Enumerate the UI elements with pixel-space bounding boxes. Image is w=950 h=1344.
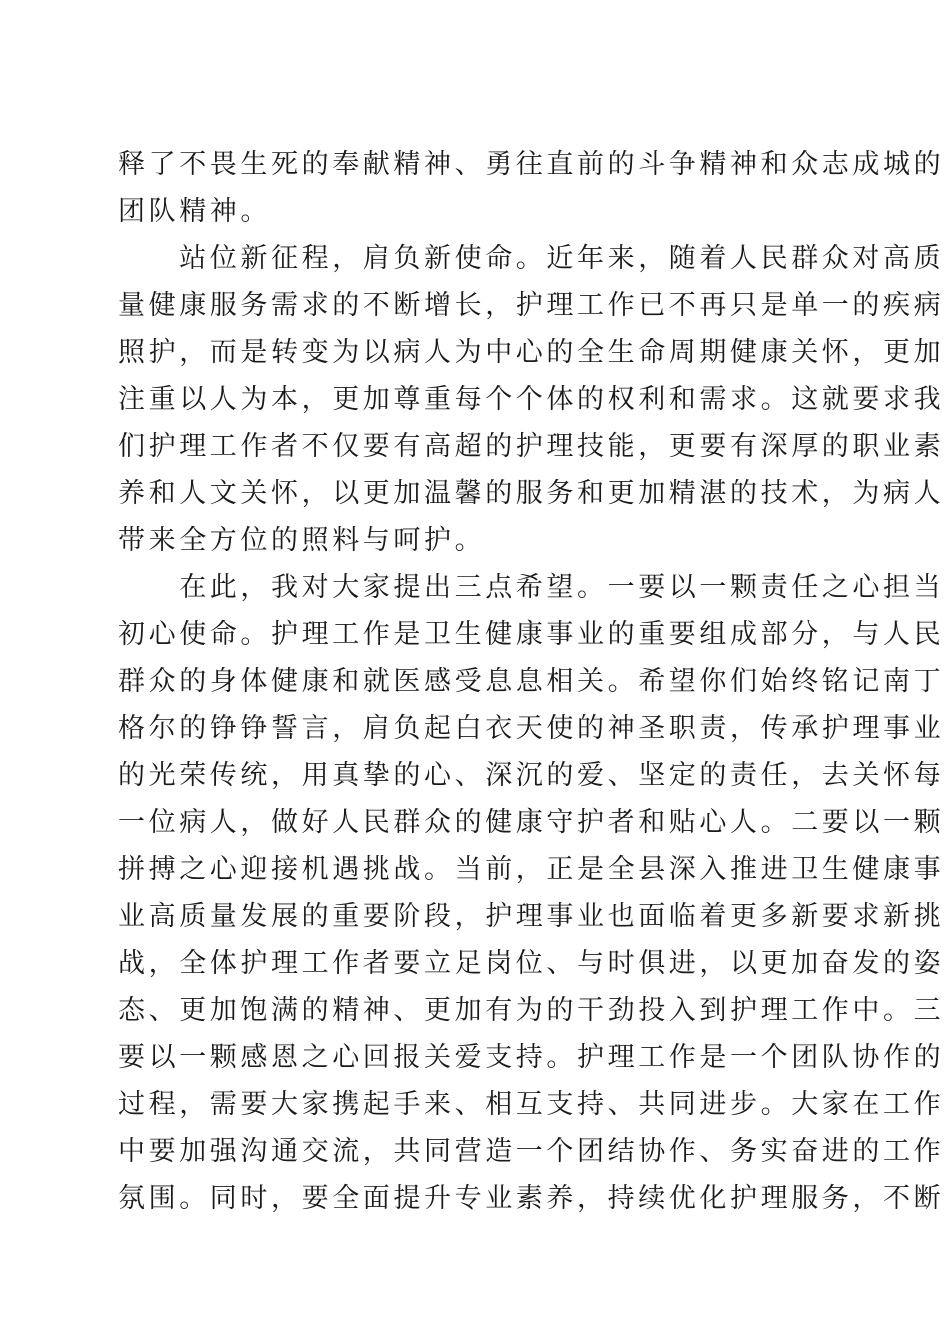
text-line: 群众的身体健康和就医感受息息相关。希望你们始终铭记南丁 (118, 666, 945, 697)
text-line: 要以一颗感恩之心回报关爱支持。护理工作是一个团队协作的 (118, 1042, 945, 1073)
text-line: 初心使命。护理工作是卫生健康事业的重要组成部分，与人民 (118, 619, 945, 650)
text-line: 一位病人，做好人民群众的健康守护者和贴心人。二要以一颗 (118, 807, 945, 838)
text-line: 过程，需要大家携起手来、相互支持、共同进步。大家在工作 (118, 1089, 945, 1120)
text-line: 团队精神。 (118, 196, 271, 227)
text-line: 态、更加饱满的精神、更加有为的干劲投入到护理工作中。三 (118, 995, 945, 1026)
text-line: 氛围。同时，要全面提升专业素养，持续优化护理服务，不断 (118, 1183, 945, 1214)
document-body (118, 141, 945, 1222)
text-line: 站位新征程，肩负新使命。近年来，随着人民群众对高质 (118, 243, 945, 274)
text-line: 注重以人为本，更加尊重每个个体的权利和需求。这就要求我 (118, 384, 945, 415)
text-line: 中要加强沟通交流，共同营造一个团结协作、务实奋进的工作 (118, 1136, 945, 1167)
text-line: 在此，我对大家提出三点希望。一要以一颗责任之心担当 (118, 572, 945, 603)
text-line: 业高质量发展的重要阶段，护理事业也面临着更多新要求新挑 (118, 901, 945, 932)
text-line: 战，全体护理工作者要立足岗位、与时俱进，以更加奋发的姿 (118, 948, 945, 979)
text-line: 的光荣传统，用真挚的心、深沉的爱、坚定的责任，去关怀每 (118, 760, 945, 791)
text-line: 们护理工作者不仅要有高超的护理技能，更要有深厚的职业素 (118, 431, 945, 462)
text-line: 养和人文关怀，以更加温馨的服务和更加精湛的技术，为病人 (118, 478, 945, 509)
text-line: 格尔的铮铮誓言，肩负起白衣天使的神圣职责，传承护理事业 (118, 713, 945, 744)
text-line: 拼搏之心迎接机遇挑战。当前，正是全县深入推进卫生健康事 (118, 854, 945, 885)
text-line: 释了不畏生死的奉献精神、勇往直前的斗争精神和众志成城的 (118, 149, 945, 180)
text-line: 照护，而是转变为以病人为中心的全生命周期健康关怀，更加 (118, 337, 945, 368)
text-line: 带来全方位的照料与呵护。 (118, 525, 486, 556)
text-line: 量健康服务需求的不断增长，护理工作已不再只是单一的疾病 (118, 290, 945, 321)
